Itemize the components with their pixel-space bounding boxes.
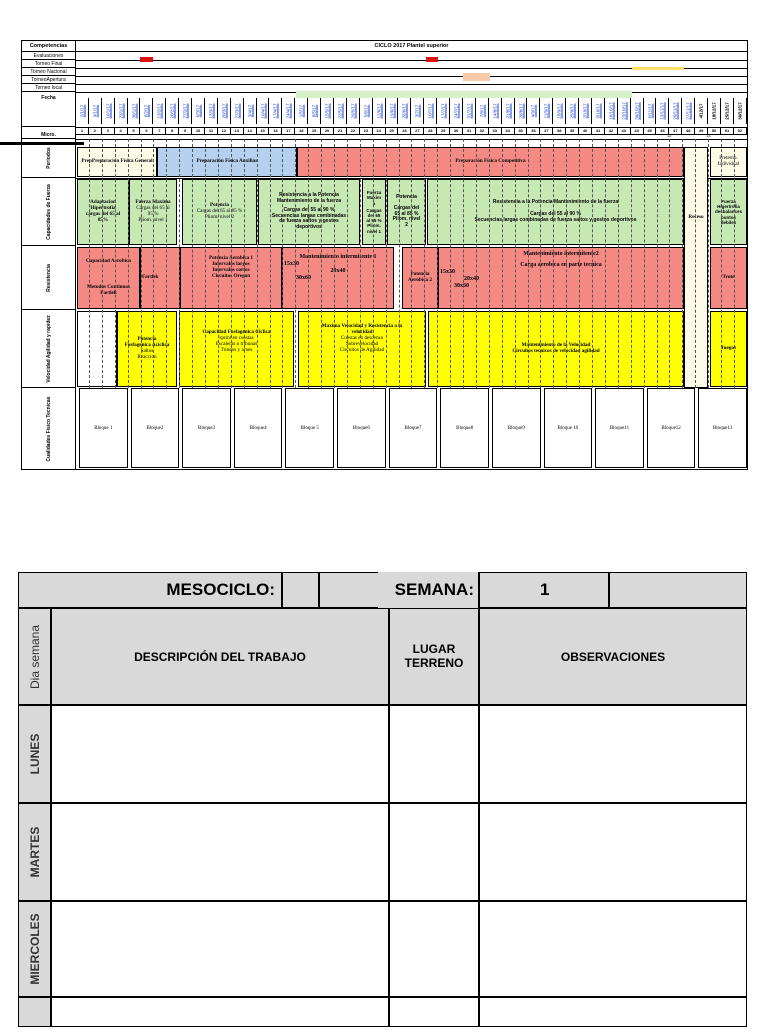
micro-cell: 15: [257, 127, 270, 134]
micro-cell: 21: [334, 127, 347, 134]
week-gridline: [463, 139, 464, 388]
date-link: 9/10/17: [595, 103, 601, 119]
date-link: 24/4/17: [285, 103, 291, 119]
date-link: 4/12/17: [698, 103, 704, 119]
velocidad-maxima: Maxima Velocidad y Resistencia a la velocidad Cuestas en descenso Sobrevelocidad Circuitos de Agilidad: [298, 311, 426, 387]
micro-cell: 12: [218, 127, 231, 134]
bloque-cell: Bloque12: [647, 388, 696, 468]
week-gridline: [424, 139, 425, 388]
week-gridline: [644, 139, 645, 388]
lunes-lugar-cell[interactable]: [389, 705, 479, 803]
week-gridline: [695, 139, 696, 388]
bloque-cell: Bloque8: [440, 388, 489, 468]
competencias-label: Competencias: [22, 41, 76, 52]
date-link: 20/2/17: [169, 103, 175, 119]
velocidad-potencia-fosfagenica: Potencia Fosfagenica Aciclica Saltos Reaccion: [117, 311, 177, 387]
date-cell[interactable]: [308, 98, 321, 124]
date-link: 16/10/17: [608, 102, 614, 120]
micro-cell: 8: [166, 127, 179, 134]
periodo-pretemporada: Pretemp. Individual: [710, 147, 747, 177]
micro-cell: 44: [631, 127, 644, 134]
date-cell[interactable]: [76, 98, 89, 124]
date-cell[interactable]: [205, 98, 218, 124]
micro-cell: 51: [721, 127, 734, 134]
date-link: 27/2/17: [182, 103, 188, 119]
micro-cell: 37: [540, 127, 553, 134]
week-gridline: [102, 139, 103, 388]
micro-cell: 50: [708, 127, 721, 134]
date-cell[interactable]: [244, 98, 257, 124]
date-cell[interactable]: [489, 98, 502, 124]
next-observaciones-cell[interactable]: [479, 997, 747, 1027]
date-link: 21/8/17: [505, 103, 511, 119]
resistencia-trote: Trote: [710, 247, 747, 309]
week-gridline: [360, 139, 361, 388]
miercoles-descripcion-cell[interactable]: [51, 901, 389, 997]
week-gridline: [218, 139, 219, 388]
micro-cell: 4: [115, 127, 128, 134]
date-cell[interactable]: [515, 98, 528, 124]
mesociclo-value[interactable]: [282, 572, 319, 608]
week-gridline: [244, 139, 245, 388]
week-gridline: [373, 139, 374, 388]
date-link: 30/1/17: [131, 103, 137, 119]
week-gridline: [734, 139, 735, 388]
micro-cell: 27: [411, 127, 424, 134]
receso-column: Receso: [684, 147, 708, 388]
week-gridline: [192, 139, 193, 388]
fuerza-adaptacion: Adaptacion Hipertrofia cargas del 65 al 85%: [77, 179, 129, 245]
periodos-label: Periodos: [22, 139, 76, 178]
date-link: 9/1/17: [92, 104, 98, 118]
date-cell[interactable]: [566, 98, 579, 124]
day-miercoles: MIERCOLES: [18, 901, 51, 997]
micro-cell: 13: [231, 127, 244, 134]
date-cell[interactable]: [399, 98, 412, 124]
date-link: 20/11/17: [672, 102, 678, 120]
date-cell[interactable]: [579, 98, 592, 124]
date-link: 23/10/17: [621, 102, 627, 120]
micro-cell: 24: [373, 127, 386, 134]
date-link: 10/7/17: [427, 103, 433, 119]
week-gridline: [489, 139, 490, 388]
lunes-observaciones-cell[interactable]: [479, 705, 747, 803]
week-gridline: [605, 139, 606, 388]
velocidad-mantenimiento: Mantenimiento de la Velocidad Circuitos tecnicos de velocidad agilidad: [428, 311, 684, 387]
week-gridline: [515, 139, 516, 388]
micro-cell: 3: [102, 127, 115, 134]
week-gridline: [347, 139, 348, 388]
date-cell[interactable]: [463, 98, 476, 124]
week-gridline: [308, 139, 309, 388]
date-cell[interactable]: [476, 98, 489, 124]
periodo-general: PrepPreparación Física General: [77, 147, 157, 177]
semana-value[interactable]: 1: [479, 572, 609, 608]
date-cell[interactable]: [528, 98, 541, 124]
resistencia-fartlek: Fartlek: [140, 247, 180, 309]
week-gridline: [721, 139, 722, 388]
week-gridline: [115, 139, 116, 388]
date-link: 2/1/17: [79, 104, 85, 118]
date-cell[interactable]: [450, 98, 463, 124]
torneo-nacional-label: Torneo Nacional: [22, 68, 76, 76]
micro-cell: 18: [295, 127, 308, 134]
micro-label: Micro.: [22, 127, 76, 139]
evaluaciones-label: Evaluaciones: [22, 52, 76, 60]
torneo-final-label: Torneo Final: [22, 60, 76, 68]
week-gridline: [657, 139, 658, 388]
micro-cell: 14: [244, 127, 257, 134]
week-gridline: [579, 139, 580, 388]
plan-title: CICLO 2017 Plantel superior: [76, 41, 747, 52]
date-link: 24/7/17: [453, 103, 459, 119]
bloque-cell: Bloque9: [492, 388, 541, 468]
date-link: 30/10/17: [634, 102, 640, 120]
header-empty-cell: [609, 572, 747, 608]
bloque-cell: Bloque13: [698, 388, 747, 468]
fuerza-potencia: Potencia Cargas del 65 al 85 % Pliom. nivel 2: [182, 179, 257, 245]
date-link: 11/9/17: [543, 103, 549, 119]
micro-cell: 19: [308, 127, 321, 134]
date-link: 27/3/17: [234, 103, 240, 119]
micro-cell: 10: [192, 127, 205, 134]
annual-plan-grid: [21, 40, 748, 470]
fuerza-potencia-2: Potencia Cargas del 65 al 85 % Pliom. nivel 2: [387, 179, 426, 245]
dia-semana-header: Dia semana: [18, 608, 51, 705]
week-gridline: [747, 139, 748, 388]
week-gridline: [153, 139, 154, 388]
observaciones-header: OBSERVACIONES: [479, 608, 747, 705]
micro-cell: 29: [437, 127, 450, 134]
miercoles-lugar-cell[interactable]: [389, 901, 479, 997]
micro-cell: 31: [463, 127, 476, 134]
torneo-final-mark: [632, 67, 684, 70]
date-link: 6/3/17: [195, 104, 201, 118]
date-link: 13/2/17: [156, 103, 162, 119]
fuerza-resistencia-potencia: Resistencia a la Potencia Mantenimiento de la fuerza Cargas del 55 al 90 % Secuencias largas combinadas de fuerza saltos y gestos deportivos: [258, 179, 360, 245]
date-link: 8/5/17: [311, 104, 317, 118]
micro-cell: 34: [502, 127, 515, 134]
week-gridline: [566, 139, 567, 388]
date-cell[interactable]: [695, 98, 708, 124]
velocidad-capacidad-fosfagenica: Capacidad Fosfagenica Ciclica sprint en cuestas Escaleras o tribunas Trineos y arnes: [179, 311, 294, 387]
week-gridline: [295, 139, 296, 388]
week-gridline: [528, 139, 529, 388]
date-cell[interactable]: [386, 98, 399, 124]
date-link: 26/6/17: [401, 103, 407, 119]
date-cell[interactable]: [192, 98, 205, 124]
week-gridline: [399, 139, 400, 388]
date-cell[interactable]: [734, 98, 747, 124]
date-cell[interactable]: [631, 98, 644, 124]
micro-cell: 28: [424, 127, 437, 134]
date-cell[interactable]: [669, 98, 682, 124]
date-cell[interactable]: [708, 98, 721, 124]
micro-cell: 52: [734, 127, 747, 134]
micro-cell: 39: [566, 127, 579, 134]
micro-cell: 49: [695, 127, 708, 134]
date-link: 14/8/17: [492, 103, 498, 119]
resistencia-label: Resistencia: [22, 246, 76, 310]
micro-cell: 26: [399, 127, 412, 134]
micro-cell: 38: [553, 127, 566, 134]
fuerza-hipertrofia: Fuerza Higertrofia desbalances puntos debiles: [710, 179, 747, 245]
micro-cell: 48: [682, 127, 695, 134]
week-gridline: [592, 139, 593, 388]
micro-cell: 43: [618, 127, 631, 134]
micro-cell: 41: [592, 127, 605, 134]
week-gridline: [270, 139, 271, 388]
date-link: 29/5/17: [350, 103, 356, 119]
date-link: 5/6/17: [363, 104, 369, 118]
martes-observaciones-cell[interactable]: [479, 803, 747, 901]
evaluacion-mark: [140, 57, 153, 62]
micro-cell: 17: [282, 127, 295, 134]
date-link: 27/11/17: [685, 102, 691, 120]
micro-cell: 45: [644, 127, 657, 134]
miercoles-observaciones-cell[interactable]: [479, 901, 747, 997]
date-cell[interactable]: [270, 98, 283, 124]
date-cell[interactable]: [115, 98, 128, 124]
date-link: 16/1/17: [105, 103, 111, 119]
date-cell[interactable]: [231, 98, 244, 124]
resistencia-mantenimiento-1: Mantenimiento intermitente 1 15x30 20x40 30x60: [282, 247, 394, 309]
micro-cell: 5: [128, 127, 141, 134]
date-link: 13/11/17: [659, 102, 665, 120]
week-gridline: [334, 139, 335, 388]
torneo-nacional-mark: [463, 73, 490, 81]
week-gridline: [166, 139, 167, 388]
micro-cell: 22: [347, 127, 360, 134]
martes-descripcion-cell[interactable]: [51, 803, 389, 901]
date-cell[interactable]: [540, 98, 553, 124]
week-gridline: [386, 139, 387, 388]
micro-cell: 20: [321, 127, 334, 134]
date-link: 2/10/17: [582, 103, 588, 119]
date-cell[interactable]: [618, 98, 631, 124]
week-gridline: [502, 139, 503, 388]
date-link: 12/6/17: [376, 103, 382, 119]
resistencia-mantenimiento-2: Mantenimiento intermitente2 Carga aerobica en parte tecnica 15x30 20x40 30x60: [438, 247, 684, 309]
lugar-header: LUGAR TERRENO: [389, 608, 479, 705]
semana-label: SEMANA:: [378, 572, 479, 608]
date-link: 20/3/17: [221, 103, 227, 119]
date-link: 13/3/17: [208, 103, 214, 119]
next-descripcion-cell[interactable]: [51, 997, 389, 1027]
week-gridline: [540, 139, 541, 388]
lunes-descripcion-cell[interactable]: [51, 705, 389, 803]
micro-cell: 46: [657, 127, 670, 134]
periodo-auxiliar: Preparación Física Auxiliar: [157, 147, 297, 177]
date-cell[interactable]: [102, 98, 115, 124]
date-cell[interactable]: [437, 98, 450, 124]
week-gridline: [179, 139, 180, 388]
date-cell[interactable]: [424, 98, 437, 124]
week-gridline: [476, 139, 477, 388]
bloque-cell: Bloque3: [182, 388, 231, 468]
micro-cell: 42: [605, 127, 618, 134]
date-cell[interactable]: [682, 98, 695, 124]
week-gridline: [669, 139, 670, 388]
next-lugar-cell[interactable]: [389, 997, 479, 1027]
mesociclo-label: MESOCICLO:: [18, 572, 282, 608]
micro-cell: 6: [141, 127, 154, 134]
resistencia-potencia-aerobica: Potencia Aerobica 1 Intervalos largos Intervalos cortos Circuitos Oregon: [180, 247, 282, 309]
micro-cell: 35: [515, 127, 528, 134]
date-link: 22/5/17: [337, 103, 343, 119]
date-cell[interactable]: [282, 98, 295, 124]
week-gridline: [682, 139, 683, 388]
date-cell[interactable]: [592, 98, 605, 124]
micro-cell: 11: [205, 127, 218, 134]
date-cell[interactable]: [347, 98, 360, 124]
micro-cell: 36: [528, 127, 541, 134]
day-martes: MARTES: [18, 803, 51, 901]
date-link: 18/9/17: [556, 103, 562, 119]
torneo-local-label: Torneo local: [22, 84, 76, 92]
micro-cell: 40: [579, 127, 592, 134]
micro-cell: 2: [89, 127, 102, 134]
date-link: 3/7/17: [414, 104, 420, 118]
resistencia-capacidad-aerobica: Capacidad Aerobica Metodos Continuos Fartlek: [77, 247, 140, 309]
bloque-cell: Bloque 1: [79, 388, 128, 468]
bloque-cell: Bloque2: [131, 388, 180, 468]
week-gridline: [205, 139, 206, 388]
week-gridline: [282, 139, 283, 388]
bloque-cell: Bloque11: [595, 388, 644, 468]
date-link: 15/5/17: [324, 103, 330, 119]
date-cell[interactable]: [411, 98, 424, 124]
velocidad-juegos: Juegos: [710, 311, 747, 387]
bloque-cell: Bloque 5: [285, 388, 334, 468]
periodo-competitivo: Preparación Física Competitiva: [297, 147, 684, 177]
date-cell[interactable]: [502, 98, 515, 124]
date-link: 30/12/17: [737, 102, 743, 120]
micro-cell: 23: [360, 127, 373, 134]
bloque-cell: Bloque4: [234, 388, 283, 468]
date-link: 3/4/17: [247, 104, 253, 118]
date-link: 23/1/17: [118, 103, 124, 119]
week-gridline: [631, 139, 632, 388]
fecha-label: Fecha: [22, 92, 76, 127]
descripcion-header: DESCRIPCIÓN DEL TRABAJO: [51, 608, 389, 705]
micro-cell: 33: [489, 127, 502, 134]
day-next: [18, 997, 51, 1027]
bloque-cell: Bloque 10: [544, 388, 593, 468]
micro-cell: 30: [450, 127, 463, 134]
date-cell[interactable]: [128, 98, 141, 124]
week-gridline: [141, 139, 142, 388]
date-cell[interactable]: [605, 98, 618, 124]
date-link: 28/8/17: [518, 103, 524, 119]
date-cell[interactable]: [179, 98, 192, 124]
fuerza-resistencia-potencia-2: Resistencia a la Potencia Mantenimiento de la fuerza Cargas del 55 al 90 % Secuencias largas combinadas de fuerza saltos y gestos deportivos: [427, 179, 684, 245]
week-gridline: [450, 139, 451, 388]
date-link: 25/9/17: [569, 103, 575, 119]
week-gridline: [437, 139, 438, 388]
date-link: 6/11/17: [647, 103, 653, 119]
date-link: 4/9/17: [530, 104, 536, 118]
date-cell[interactable]: [360, 98, 373, 124]
micro-cell: 25: [386, 127, 399, 134]
week-gridline: [231, 139, 232, 388]
date-cell[interactable]: [89, 98, 102, 124]
date-cell[interactable]: [657, 98, 670, 124]
date-link: 10/4/17: [260, 103, 266, 119]
micro-cell: 1: [76, 127, 89, 134]
date-link: 17/7/17: [440, 103, 446, 119]
date-cell[interactable]: [644, 98, 657, 124]
date-cell[interactable]: [257, 98, 270, 124]
weekly-sheet: [18, 572, 747, 1032]
date-cell[interactable]: [373, 98, 386, 124]
week-gridline: [553, 139, 554, 388]
date-cell[interactable]: [321, 98, 334, 124]
cualidades-label: Cualidades Fisico Tecnicas: [22, 388, 76, 470]
micro-cell: 47: [669, 127, 682, 134]
date-cell[interactable]: [141, 98, 154, 124]
resistencia-potencia-aerobica-2: Potencia Aerobica 2: [402, 247, 438, 309]
date-cell[interactable]: [166, 98, 179, 124]
date-link: 31/7/17: [466, 103, 472, 119]
date-link: 7/8/17: [479, 104, 485, 118]
week-gridline: [708, 139, 709, 388]
meso-mark-13: 13: [706, 133, 711, 138]
date-link: 17/4/17: [272, 103, 278, 119]
bloque-cell: Bloque7: [389, 388, 438, 468]
date-link: 25/12/17: [724, 102, 730, 120]
date-link: 18/12/17: [711, 102, 717, 120]
week-gridline: [89, 139, 90, 388]
fuerza-label: Capacidades de Fuerza: [22, 178, 76, 246]
date-cell[interactable]: [295, 98, 308, 124]
week-gridline: [618, 139, 619, 388]
fuerza-maxima: Fuerza Maxima Cargas del 65 al 95 % Pliom. nivel 1: [129, 179, 177, 245]
micro-cell: 32: [476, 127, 489, 134]
week-gridline: [257, 139, 258, 388]
day-lunes: LUNES: [18, 705, 51, 803]
date-link: 1/5/17: [298, 104, 304, 118]
meso-mark-12: 12: [667, 133, 672, 138]
bloque-cell: Bloque6: [337, 388, 386, 468]
fuerza-maxima-2: Fuerza Maxim a Cargas del 65 al 95 % Pliom. nivel 1: [362, 179, 386, 245]
date-cell[interactable]: [553, 98, 566, 124]
date-cell[interactable]: [334, 98, 347, 124]
week-gridline: [128, 139, 129, 388]
torneo-apertura-label: TorneoApertura: [22, 76, 76, 84]
micro-cell: 16: [270, 127, 283, 134]
velocidad-empty: [77, 311, 117, 387]
week-gridline: [321, 139, 322, 388]
micro-cell: 9: [179, 127, 192, 134]
date-link: 6/2/17: [143, 104, 149, 118]
martes-lugar-cell[interactable]: [389, 803, 479, 901]
date-link: 19/6/17: [389, 103, 395, 119]
date-cell[interactable]: [721, 98, 734, 124]
micro-cell: 7: [153, 127, 166, 134]
pointer-line: [0, 142, 84, 145]
torneo-apertura-mark: [296, 91, 632, 98]
date-cell[interactable]: [218, 98, 231, 124]
velocidad-label: Velocidad Agilidad y rapidez: [22, 310, 76, 388]
evaluacion-mark: [426, 57, 438, 62]
date-cell[interactable]: [153, 98, 166, 124]
week-gridline: [411, 139, 412, 388]
